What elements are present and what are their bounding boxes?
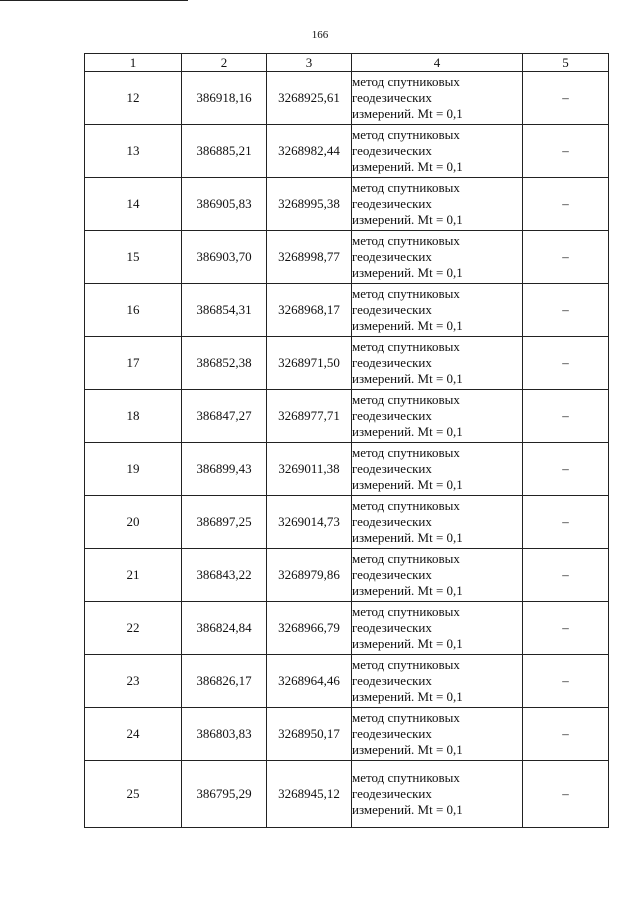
method-text-line: метод спутниковых	[352, 286, 460, 301]
method-cell	[352, 390, 523, 443]
x-coordinate-cell: 386899,43	[182, 443, 267, 496]
table-body	[85, 72, 609, 828]
method-cell	[352, 125, 523, 178]
note-cell: –	[523, 72, 609, 125]
method-text-line: геодезических	[352, 408, 432, 423]
table-row	[85, 390, 609, 443]
method-text-line: метод спутниковых	[352, 392, 460, 407]
table-row	[85, 655, 609, 708]
y-coordinate-cell: 3268971,50	[267, 337, 352, 390]
x-coordinate-cell: 386847,27	[182, 390, 267, 443]
table-row	[85, 337, 609, 390]
method-text-line: метод спутниковых	[352, 710, 460, 725]
note-cell: –	[523, 443, 609, 496]
method-cell	[352, 443, 523, 496]
note-cell: –	[523, 390, 609, 443]
note-cell: –	[523, 708, 609, 761]
method-text-line: измерений. Mt = 0,1	[352, 371, 463, 386]
y-coordinate-cell: 3269011,38	[267, 443, 352, 496]
table-row	[85, 72, 609, 125]
method-text-line: измерений. Mt = 0,1	[352, 212, 463, 227]
y-coordinate-cell: 3268995,38	[267, 178, 352, 231]
table-row	[85, 231, 609, 284]
method-text-line: метод спутниковых	[352, 74, 460, 89]
method-text-line: метод спутниковых	[352, 339, 460, 354]
header-col-3: 3	[267, 54, 352, 72]
method-text-line: измерений. Mt = 0,1	[352, 689, 463, 704]
point-number-cell: 16	[85, 284, 182, 337]
point-number-cell: 21	[85, 549, 182, 602]
method-text-line: метод спутниковых	[352, 233, 460, 248]
coordinates-table	[84, 53, 609, 828]
point-number-cell: 18	[85, 390, 182, 443]
point-number-cell: 25	[85, 761, 182, 828]
method-text-line: геодезических	[352, 786, 432, 801]
y-coordinate-cell: 3268925,61	[267, 72, 352, 125]
point-number-cell: 13	[85, 125, 182, 178]
header-rule	[0, 0, 188, 1]
point-number-cell: 24	[85, 708, 182, 761]
header-col-4: 4	[352, 54, 523, 72]
method-text-line: геодезических	[352, 567, 432, 582]
y-coordinate-cell: 3268945,12	[267, 761, 352, 828]
y-coordinate-cell: 3268979,86	[267, 549, 352, 602]
method-text-line: геодезических	[352, 461, 432, 476]
note-cell: –	[523, 602, 609, 655]
point-number-cell: 22	[85, 602, 182, 655]
note-cell: –	[523, 761, 609, 828]
note-cell: –	[523, 496, 609, 549]
table-header-row	[85, 54, 609, 72]
point-number-cell: 19	[85, 443, 182, 496]
note-cell: –	[523, 549, 609, 602]
note-cell: –	[523, 284, 609, 337]
table-row	[85, 708, 609, 761]
point-number-cell: 20	[85, 496, 182, 549]
note-cell: –	[523, 337, 609, 390]
method-text-line: геодезических	[352, 143, 432, 158]
method-text-line: метод спутниковых	[352, 180, 460, 195]
method-text-line: измерений. Mt = 0,1	[352, 159, 463, 174]
table-row	[85, 125, 609, 178]
x-coordinate-cell: 386918,16	[182, 72, 267, 125]
method-text-line: геодезических	[352, 355, 432, 370]
method-cell	[352, 549, 523, 602]
method-text-line: измерений. Mt = 0,1	[352, 477, 463, 492]
method-text-line: геодезических	[352, 302, 432, 317]
y-coordinate-cell: 3268968,17	[267, 284, 352, 337]
header-col-1: 1	[85, 54, 182, 72]
x-coordinate-cell: 386824,84	[182, 602, 267, 655]
method-text-line: метод спутниковых	[352, 445, 460, 460]
method-cell	[352, 761, 523, 828]
method-text-line: измерений. Mt = 0,1	[352, 106, 463, 121]
point-number-cell: 17	[85, 337, 182, 390]
table-row	[85, 602, 609, 655]
table-row	[85, 284, 609, 337]
y-coordinate-cell: 3268964,46	[267, 655, 352, 708]
method-cell	[352, 708, 523, 761]
note-cell: –	[523, 231, 609, 284]
method-text-line: метод спутниковых	[352, 657, 460, 672]
method-cell	[352, 284, 523, 337]
note-cell: –	[523, 655, 609, 708]
y-coordinate-cell: 3268998,77	[267, 231, 352, 284]
table-row	[85, 549, 609, 602]
method-text-line: геодезических	[352, 90, 432, 105]
x-coordinate-cell: 386843,22	[182, 549, 267, 602]
method-text-line: геодезических	[352, 249, 432, 264]
y-coordinate-cell: 3269014,73	[267, 496, 352, 549]
point-number-cell: 12	[85, 72, 182, 125]
method-cell	[352, 602, 523, 655]
table-row	[85, 496, 609, 549]
y-coordinate-cell: 3268950,17	[267, 708, 352, 761]
method-text-line: геодезических	[352, 726, 432, 741]
method-cell	[352, 655, 523, 708]
table-row	[85, 761, 609, 828]
method-cell	[352, 72, 523, 125]
method-text-line: геодезических	[352, 514, 432, 529]
x-coordinate-cell: 386852,38	[182, 337, 267, 390]
method-cell	[352, 231, 523, 284]
method-text-line: измерений. Mt = 0,1	[352, 742, 463, 757]
method-text-line: измерений. Mt = 0,1	[352, 265, 463, 280]
x-coordinate-cell: 386854,31	[182, 284, 267, 337]
y-coordinate-cell: 3268982,44	[267, 125, 352, 178]
y-coordinate-cell: 3268977,71	[267, 390, 352, 443]
page-number: 166	[311, 29, 329, 41]
table-row	[85, 443, 609, 496]
x-coordinate-cell: 386803,83	[182, 708, 267, 761]
method-text-line: измерений. Mt = 0,1	[352, 318, 463, 333]
method-text-line: измерений. Mt = 0,1	[352, 802, 463, 817]
method-cell	[352, 178, 523, 231]
note-cell: –	[523, 178, 609, 231]
method-text-line: метод спутниковых	[352, 604, 460, 619]
y-coordinate-cell: 3268966,79	[267, 602, 352, 655]
method-text-line: измерений. Mt = 0,1	[352, 530, 463, 545]
method-text-line: измерений. Mt = 0,1	[352, 583, 463, 598]
method-cell	[352, 496, 523, 549]
header-col-2: 2	[182, 54, 267, 72]
x-coordinate-cell: 386885,21	[182, 125, 267, 178]
note-cell: –	[523, 125, 609, 178]
method-text-line: метод спутниковых	[352, 498, 460, 513]
method-text-line: метод спутниковых	[352, 127, 460, 142]
table-row	[85, 178, 609, 231]
method-text-line: геодезических	[352, 673, 432, 688]
header-col-5: 5	[523, 54, 609, 72]
method-text-line: метод спутниковых	[352, 770, 460, 785]
x-coordinate-cell: 386795,29	[182, 761, 267, 828]
point-number-cell: 14	[85, 178, 182, 231]
point-number-cell: 15	[85, 231, 182, 284]
method-text-line: геодезических	[352, 196, 432, 211]
x-coordinate-cell: 386903,70	[182, 231, 267, 284]
method-cell	[352, 337, 523, 390]
method-text-line: геодезических	[352, 620, 432, 635]
method-text-line: метод спутниковых	[352, 551, 460, 566]
x-coordinate-cell: 386897,25	[182, 496, 267, 549]
method-text-line: измерений. Mt = 0,1	[352, 636, 463, 651]
method-text-line: измерений. Mt = 0,1	[352, 424, 463, 439]
x-coordinate-cell: 386905,83	[182, 178, 267, 231]
x-coordinate-cell: 386826,17	[182, 655, 267, 708]
point-number-cell: 23	[85, 655, 182, 708]
